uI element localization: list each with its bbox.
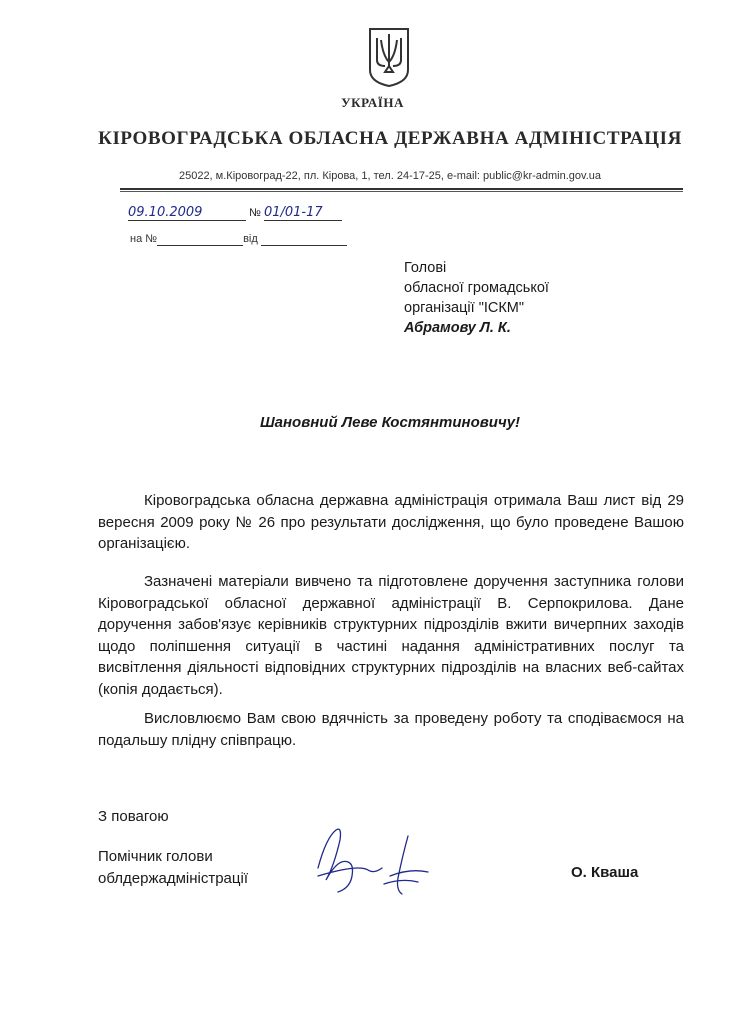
handwritten-signature — [298, 818, 448, 908]
addressee-line: Голові — [404, 260, 447, 276]
signer-title-line: Помічник голови — [98, 848, 213, 865]
addressee-name: Абрамову Л. К. — [404, 320, 511, 336]
header-rule — [120, 188, 683, 190]
closing-regards: З повагою — [98, 808, 169, 825]
paragraph-text: Кіровоградська обласна державна адміністрація отримала Ваш лист від 29 вересня 2009 року № 26 про результати дослідження, що було проведене Вашою організацією. — [98, 492, 684, 552]
paragraph-text: Зазначені матеріали вивчено та підготовлене доручення заступника голови Кіровоградської обласної державної адміністрації В. Серпокрилова. Дане доручення забов'язує керівників структурних підрозділів вжити вичерпних заходів щодо поліпшення ситуації в частині надання адміністративних послуг та висвітлення діяльності відповідних структурних підрозділів на власних веб-сайтах (копія додається). — [98, 573, 684, 698]
addressee-line: організації "ІСКМ" — [404, 300, 525, 316]
paragraph-text: Висловлюємо Вам свою вдячність за проведену роботу та сподіваємося на подальшу плідну співпрацю. — [98, 710, 684, 749]
ref-prefix: на № — [130, 233, 158, 245]
body-paragraph — [98, 571, 684, 700]
salutation: Шановний Леве Костянтиновичу! — [259, 414, 521, 431]
signer-title — [98, 846, 248, 889]
registration-number: 01/01-17 — [264, 205, 342, 221]
organization-title: КІРОВОГРАДСЬКА ОБЛАСНА ДЕРЖАВНА АДМІНІСТРАЦІЯ — [98, 128, 682, 149]
body-paragraph — [98, 708, 684, 751]
country-title: УКРАЇНА — [341, 95, 404, 110]
registration-line — [128, 205, 342, 221]
ref-date-blank — [261, 233, 347, 246]
trident-emblem-icon — [367, 26, 411, 88]
number-label: № — [249, 207, 261, 219]
organization-address: 25022, м.Кіровоград-22, пл. Кірова, 1, тел. 24-17-25, e-mail: public@kr-admin.gov.ua — [178, 170, 602, 182]
signer-title-line: облдержадміністрації — [98, 869, 248, 887]
reference-line — [130, 233, 347, 246]
body-paragraph — [98, 490, 684, 555]
addressee-block — [404, 258, 549, 338]
signer-name: О. Кваша — [571, 864, 639, 881]
ref-from-label: від — [243, 233, 258, 245]
header-rule-thin — [120, 191, 683, 192]
registration-date: 09.10.2009 — [128, 205, 246, 221]
ref-number-blank — [157, 233, 243, 246]
addressee-line: обласної громадської — [404, 280, 549, 296]
